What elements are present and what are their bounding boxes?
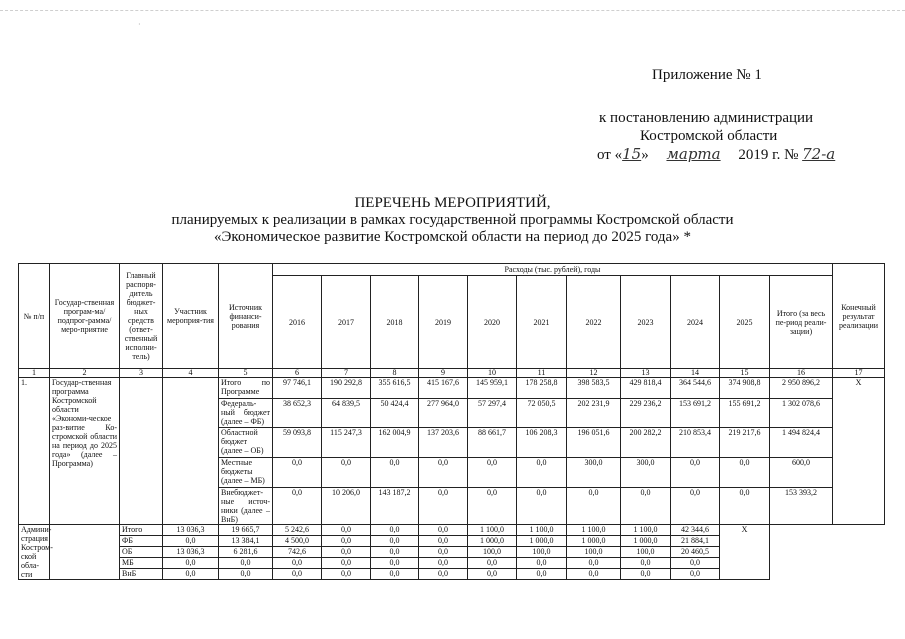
year-amount-cell: 0,0 xyxy=(322,458,371,488)
year-amount-cell: 0,0 xyxy=(322,525,371,536)
year-amount-cell: 200 282,2 xyxy=(621,428,671,458)
decree-line-1: к постановлению администрации xyxy=(599,110,814,126)
column-number: 5 xyxy=(219,369,273,378)
decree-month: марта xyxy=(666,145,721,163)
column-number: 13 xyxy=(621,369,671,378)
year-amount-cell: 277 964,0 xyxy=(419,399,468,428)
year-amount-cell: 57 297,4 xyxy=(468,399,517,428)
year-amount-cell: 0,0 xyxy=(371,547,419,558)
year-amount-cell: 100,0 xyxy=(567,547,621,558)
year-amount-cell: 4 500,0 xyxy=(273,536,322,547)
year-amount-cell: 0,0 xyxy=(419,569,468,580)
header-year: 2025 xyxy=(720,276,770,369)
total-amount-cell: 2 950 896,2 xyxy=(770,378,833,399)
year-amount-cell: 88 661,7 xyxy=(468,428,517,458)
total-amount-cell: 0,0 xyxy=(671,558,720,569)
column-number: 17 xyxy=(833,369,885,378)
year-amount-cell: 0,0 xyxy=(671,458,720,488)
year-amount-cell: 1 000,0 xyxy=(567,536,621,547)
year-amount-cell: 364 544,6 xyxy=(671,378,720,399)
decree-quote: » xyxy=(641,147,649,163)
year-amount-cell: 0,0 xyxy=(517,558,567,569)
column-number: 8 xyxy=(371,369,419,378)
header-program: Государ-ственная програм-ма/подпрог-рамма/меро-приятие xyxy=(50,264,120,369)
funding-source-cell: Областной бюджет (далее – ОБ) xyxy=(219,428,273,458)
year-amount-cell: 59 093,8 xyxy=(273,428,322,458)
final-result-cell: Х xyxy=(833,378,885,525)
year-amount-cell: 0,0 xyxy=(163,536,219,547)
year-amount-cell: 0,0 xyxy=(219,569,273,580)
table-row xyxy=(19,525,885,536)
year-amount-cell: 145 959,1 xyxy=(468,378,517,399)
table-row xyxy=(19,378,885,399)
year-amount-cell: 0,0 xyxy=(567,488,621,525)
year-amount-cell: 742,6 xyxy=(273,547,322,558)
participant-cell xyxy=(163,378,219,525)
year-amount-cell: 0,0 xyxy=(273,458,322,488)
year-amount-cell: 1 100,0 xyxy=(468,525,517,536)
final-result-cell: Х xyxy=(720,525,770,580)
year-amount-cell: 97 746,1 xyxy=(273,378,322,399)
year-amount-cell: 100,0 xyxy=(468,547,517,558)
header-source: Источник финанси-рования xyxy=(219,264,273,369)
header-year: 2023 xyxy=(621,276,671,369)
appendix-label: Приложение № 1 xyxy=(652,67,762,83)
decree-date-line xyxy=(597,145,835,164)
header-year: 2019 xyxy=(419,276,468,369)
year-amount-cell: 10 206,0 xyxy=(322,488,371,525)
column-number: 9 xyxy=(419,369,468,378)
year-amount-cell: 1 100,0 xyxy=(567,525,621,536)
document-subtitle-2: «Экономическое развитие Костромской области на период до 2025 года» * xyxy=(214,229,691,245)
total-amount-cell: 21 884,1 xyxy=(671,536,720,547)
year-amount-cell: 100,0 xyxy=(621,547,671,558)
header-total: Итого (за весь пе-риод реали-зации) xyxy=(770,276,833,369)
year-amount-cell: 0,0 xyxy=(419,558,468,569)
year-amount-cell: 0,0 xyxy=(371,525,419,536)
year-amount-cell: 0,0 xyxy=(322,558,371,569)
year-amount-cell: 0,0 xyxy=(621,558,671,569)
column-number: 12 xyxy=(567,369,621,378)
funding-source-cell: МБ xyxy=(120,558,163,569)
item-number-cell: 1. xyxy=(19,378,50,525)
total-amount-cell: 0,0 xyxy=(671,569,720,580)
year-amount-cell: 0,0 xyxy=(621,569,671,580)
participant-cell xyxy=(50,525,120,580)
year-amount-cell: 0,0 xyxy=(273,488,322,525)
year-amount-cell: 106 208,3 xyxy=(517,428,567,458)
year-amount-cell: 0,0 xyxy=(468,558,517,569)
column-number: 15 xyxy=(720,369,770,378)
year-amount-cell: 196 051,6 xyxy=(567,428,621,458)
year-amount-cell: 0,0 xyxy=(371,536,419,547)
year-amount-cell: 0,0 xyxy=(371,569,419,580)
funding-source-cell: ФБ xyxy=(120,536,163,547)
year-amount-cell: 300,0 xyxy=(567,458,621,488)
year-amount-cell: 0,0 xyxy=(322,547,371,558)
year-amount-cell: 5 242,6 xyxy=(273,525,322,536)
year-amount-cell: 0,0 xyxy=(567,558,621,569)
header-year: 2018 xyxy=(371,276,419,369)
header-year: 2021 xyxy=(517,276,567,369)
header-year: 2016 xyxy=(273,276,322,369)
decree-year: 2019 г. № xyxy=(738,147,799,163)
year-amount-cell: 100,0 xyxy=(517,547,567,558)
header-result: Конечный результат реализации xyxy=(833,264,885,369)
year-amount-cell: 0,0 xyxy=(322,569,371,580)
year-amount-cell: 137 203,6 xyxy=(419,428,468,458)
year-amount-cell: 0,0 xyxy=(567,569,621,580)
year-amount-cell: 0,0 xyxy=(419,488,468,525)
year-amount-cell: 0,0 xyxy=(219,558,273,569)
year-amount-cell: 13 036,3 xyxy=(163,525,219,536)
year-amount-cell: 38 652,3 xyxy=(273,399,322,428)
year-amount-cell: 190 292,8 xyxy=(322,378,371,399)
year-amount-cell: 64 839,5 xyxy=(322,399,371,428)
funding-source-cell: ОБ xyxy=(120,547,163,558)
header-year: 2022 xyxy=(567,276,621,369)
total-amount-cell: 42 344,6 xyxy=(671,525,720,536)
decree-day: 15 xyxy=(622,145,642,163)
year-amount-cell: 0,0 xyxy=(621,488,671,525)
year-amount-cell: 0,0 xyxy=(720,488,770,525)
column-number: 11 xyxy=(517,369,567,378)
year-amount-cell: 1 000,0 xyxy=(468,536,517,547)
funding-source-cell: Итого xyxy=(120,525,163,536)
header-expenses: Расходы (тыс. рублей), годы xyxy=(273,264,833,276)
year-amount-cell: 1 000,0 xyxy=(621,536,671,547)
year-amount-cell: 219 217,6 xyxy=(720,428,770,458)
year-amount-cell: 429 818,4 xyxy=(621,378,671,399)
year-amount-cell: 355 616,5 xyxy=(371,378,419,399)
year-amount-cell: 210 853,4 xyxy=(671,428,720,458)
year-amount-cell: 0,0 xyxy=(468,488,517,525)
column-number: 6 xyxy=(273,369,322,378)
header-year: 2024 xyxy=(671,276,720,369)
year-amount-cell: 0,0 xyxy=(419,547,468,558)
administration-block xyxy=(19,525,885,580)
year-amount-cell: 153 691,2 xyxy=(671,399,720,428)
year-amount-cell: 0,0 xyxy=(671,488,720,525)
year-amount-cell: 0,0 xyxy=(419,525,468,536)
year-amount-cell: 0,0 xyxy=(273,558,322,569)
column-number: 14 xyxy=(671,369,720,378)
column-number: 2 xyxy=(50,369,120,378)
funding-source-cell: Внебюджет-ные источ-ники (далее – ВнБ) xyxy=(219,488,273,525)
program-block xyxy=(19,378,885,525)
header-year: 2017 xyxy=(322,276,371,369)
year-amount-cell: 1 100,0 xyxy=(517,525,567,536)
year-amount-cell: 1 100,0 xyxy=(621,525,671,536)
column-number: 10 xyxy=(468,369,517,378)
manager-cell xyxy=(120,378,163,525)
year-amount-cell: 0,0 xyxy=(163,558,219,569)
year-amount-cell: 374 908,8 xyxy=(720,378,770,399)
total-amount-cell: 20 460,5 xyxy=(671,547,720,558)
year-amount-cell: 155 691,2 xyxy=(720,399,770,428)
year-amount-cell: 0,0 xyxy=(322,536,371,547)
year-amount-cell: 0,0 xyxy=(163,569,219,580)
header-manager: Главный распоря-дитель бюджет-ных средств (ответ-ственный исполни-тель) xyxy=(120,264,163,369)
year-amount-cell: 0,0 xyxy=(517,458,567,488)
column-number: 16 xyxy=(770,369,833,378)
year-amount-cell: 0,0 xyxy=(720,458,770,488)
year-amount-cell: 162 004,9 xyxy=(371,428,419,458)
year-amount-cell: 13 384,1 xyxy=(219,536,273,547)
year-amount-cell: 0,0 xyxy=(419,536,468,547)
year-amount-cell: 300,0 xyxy=(621,458,671,488)
year-amount-cell: 0,0 xyxy=(468,569,517,580)
year-amount-cell: 6 281,6 xyxy=(219,547,273,558)
year-amount-cell: 143 187,2 xyxy=(371,488,419,525)
scan-edge-line xyxy=(0,10,905,11)
funding-source-cell: Итого по Программе xyxy=(219,378,273,399)
funding-source-cell: ВнБ xyxy=(120,569,163,580)
year-amount-cell: 115 247,3 xyxy=(322,428,371,458)
year-amount-cell: 72 050,5 xyxy=(517,399,567,428)
decree-number: 72-а xyxy=(802,145,836,163)
scan-speck: · xyxy=(138,20,141,29)
program-name-cell: Государ-ственная программа Костромской области «Экономи-ческое раз-витие Ко-стромской области на период до 2025 года» (далее – Программа) xyxy=(50,378,120,525)
year-amount-cell: 229 236,2 xyxy=(621,399,671,428)
year-amount-cell: 0,0 xyxy=(371,458,419,488)
year-amount-cell: 415 167,6 xyxy=(419,378,468,399)
total-amount-cell: 1 494 824,4 xyxy=(770,428,833,458)
column-number: 3 xyxy=(120,369,163,378)
column-number: 7 xyxy=(322,369,371,378)
header-no: № п/п xyxy=(19,264,50,369)
year-amount-cell: 0,0 xyxy=(517,569,567,580)
year-amount-cell: 0,0 xyxy=(273,569,322,580)
year-amount-cell: 50 424,4 xyxy=(371,399,419,428)
header-participant: Участник мероприя-тия xyxy=(163,264,219,369)
manager-cell: Админи-страция Костром-ской обла-сти xyxy=(19,525,50,580)
year-amount-cell: 178 258,8 xyxy=(517,378,567,399)
column-number: 1 xyxy=(19,369,50,378)
year-amount-cell: 202 231,9 xyxy=(567,399,621,428)
document-title: ПЕРЕЧЕНЬ МЕРОПРИЯТИЙ, xyxy=(354,195,551,211)
total-amount-cell: 600,0 xyxy=(770,458,833,488)
funding-source-cell: Федераль-ный бюджет (далее – ФБ) xyxy=(219,399,273,428)
year-amount-cell: 0,0 xyxy=(371,558,419,569)
header-year: 2020 xyxy=(468,276,517,369)
document-subtitle-1: планируемых к реализации в рамках государственной программы Костромской области xyxy=(171,212,734,228)
year-amount-cell: 19 665,7 xyxy=(219,525,273,536)
year-amount-cell: 1 000,0 xyxy=(517,536,567,547)
year-amount-cell: 0,0 xyxy=(468,458,517,488)
measures-table xyxy=(18,263,885,580)
total-amount-cell: 1 302 078,6 xyxy=(770,399,833,428)
year-amount-cell: 13 036,3 xyxy=(163,547,219,558)
year-amount-cell: 398 583,5 xyxy=(567,378,621,399)
column-number: 4 xyxy=(163,369,219,378)
decree-line-2: Костромской области xyxy=(640,128,778,144)
decree-from: от « xyxy=(597,147,623,163)
funding-source-cell: Местные бюджеты (далее – МБ) xyxy=(219,458,273,488)
year-amount-cell: 0,0 xyxy=(419,458,468,488)
column-number-row xyxy=(19,369,885,378)
total-amount-cell: 153 393,2 xyxy=(770,488,833,525)
year-amount-cell: 0,0 xyxy=(517,488,567,525)
